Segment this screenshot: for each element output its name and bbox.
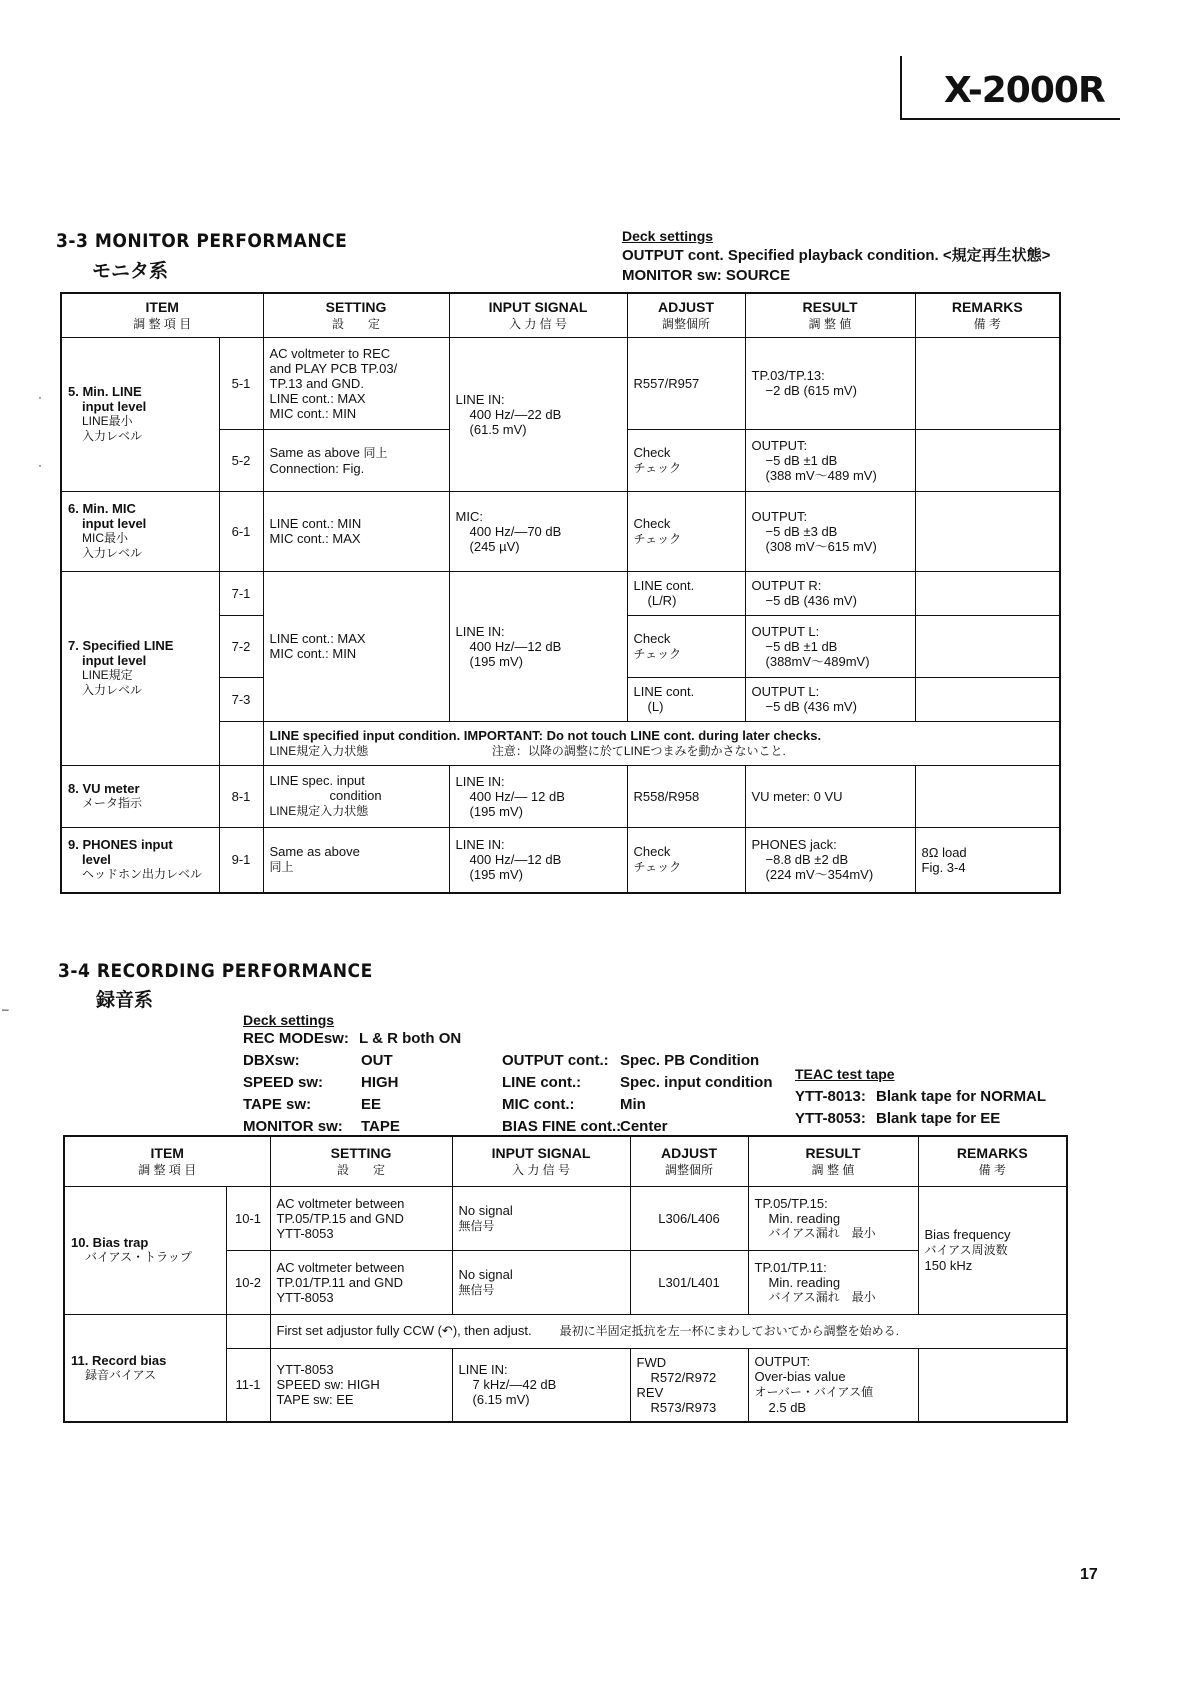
item-7: 7. Specified LINE input level LINE規定 入力レベル (61, 571, 219, 765)
monitor-section-subtitle: モニタ系 (92, 260, 169, 282)
item-11: 11. Record bias 録音バイアス (64, 1314, 226, 1422)
margin-mark: · (38, 390, 42, 404)
remarks-8-1 (915, 765, 1060, 827)
setting-6-1: LINE cont.: MIN MIC cont.: MAX (263, 491, 449, 571)
remarks-7-3 (915, 677, 1060, 721)
page-number: 17 (1080, 1566, 1098, 1583)
col-remarks: REMARKS 備 考 (915, 293, 1060, 337)
step-7-note (219, 721, 263, 765)
setting-5-2: Same as above 同上 Connection: Fig. (263, 429, 449, 491)
teac-tape-1: YTT-8013: Blank tape for NORMAL (795, 1088, 1047, 1105)
rec-setting-rec-mode: REC MODEsw: L & R both ON (243, 1030, 462, 1047)
item-6: 6. Min. MIC input level MIC最小 入力レベル (61, 491, 219, 571)
setting-9-1: Same as above 同上 (263, 827, 449, 893)
result-8-1: VU meter: 0 VU (745, 765, 915, 827)
remarks-10: Bias frequency バイアス周波数 150 kHz (918, 1186, 1067, 1314)
remarks-5-2 (915, 429, 1060, 491)
deck-settings-heading: Deck settings (622, 228, 714, 244)
input-7: LINE IN: 400 Hz/—12 dB (195 mV) (449, 571, 627, 721)
col-item: ITEM 調 整 項 目 (61, 293, 263, 337)
table-row (61, 765, 1060, 827)
remarks-7-2 (915, 615, 1060, 677)
note-11: First set adjustor fully CCW (↶), then adjust. 最初に半固定抵抗を左一杯にまわしておいてから調整を始める. (270, 1314, 1067, 1348)
result-6-1: OUTPUT: −5 dB ±3 dB (308 mV〜615 mV) (745, 491, 915, 571)
deck-setting-monitor: MONITOR sw: SOURCE (622, 267, 791, 284)
input-6: MIC: 400 Hz/—70 dB (245 µV) (449, 491, 627, 571)
step-11-note (226, 1314, 270, 1348)
monitor-section-title: 3-3 MONITOR PERFORMANCE (56, 230, 348, 252)
remarks-6-1 (915, 491, 1060, 571)
rec-setting-output: OUTPUT cont.: Spec. PB Condition (502, 1052, 760, 1069)
recording-section-title: 3-4 RECORDING PERFORMANCE (58, 960, 373, 982)
col-adjust: ADJUST 調整個所 (627, 293, 745, 337)
adjust-7-3: LINE cont. (L) (627, 677, 745, 721)
adjust-10-2: L301/L401 (630, 1250, 748, 1314)
item-8: 8. VU meter メータ指示 (61, 765, 219, 827)
col-result: RESULT 調 整 値 (745, 293, 915, 337)
step-7-3: 7-3 (219, 677, 263, 721)
rec-setting-dbx: DBXsw: OUT (243, 1052, 393, 1069)
rec-setting-mic: MIC cont.: Min (502, 1096, 646, 1113)
rec-setting-tape: TAPE sw: EE (243, 1096, 382, 1113)
result-10-1: TP.05/TP.15: Min. reading バイアス漏れ 最小 (748, 1186, 918, 1250)
item-10: 10. Bias trap バイアス・トラップ (64, 1186, 226, 1314)
result-11-1: OUTPUT: Over-bias value オーバー・バイアス値 2.5 dB (748, 1348, 918, 1422)
margin-mark: – (2, 1002, 9, 1016)
note-7: LINE specified input condition. IMPORTANT: Do not touch LINE cont. during later checks. LINE規定入力状態 注意：以降の調整に於てLINEつまみを動かさないこと. (263, 721, 1060, 765)
step-7-2: 7-2 (219, 615, 263, 677)
result-7-1: OUTPUT R: −5 dB (436 mV) (745, 571, 915, 615)
rec-col-item: ITEM 調 整 項 目 (64, 1136, 270, 1186)
input-11-1: LINE IN: 7 kHz/—42 dB (6.15 mV) (452, 1348, 630, 1422)
rec-col-result: RESULT 調 整 値 (748, 1136, 918, 1186)
setting-8-1: LINE spec. input condition LINE規定入力状態 (263, 765, 449, 827)
recording-table (63, 1135, 1068, 1423)
rec-setting-monitor: MONITOR sw: TAPE (243, 1118, 400, 1135)
adjust-6-1: Check チェック (627, 491, 745, 571)
col-setting: SETTING 設 定 (263, 293, 449, 337)
adjust-7-1: LINE cont. (L/R) (627, 571, 745, 615)
setting-11-1: YTT-8053 SPEED sw: HIGH TAPE sw: EE (270, 1348, 452, 1422)
step-5-1: 5-1 (219, 337, 263, 429)
monitor-table (60, 292, 1061, 894)
adjust-7-2: Check チェック (627, 615, 745, 677)
rec-setting-speed: SPEED sw: HIGH (243, 1074, 399, 1091)
result-5-2: OUTPUT: −5 dB ±1 dB (388 mV〜489 mV) (745, 429, 915, 491)
rec-setting-bias: BIAS FINE cont.:Center (502, 1118, 668, 1135)
result-7-2: OUTPUT L: −5 dB ±1 dB (388mV〜489mV) (745, 615, 915, 677)
result-10-2: TP.01/TP.11: Min. reading バイアス漏れ 最小 (748, 1250, 918, 1314)
teac-tape-2: YTT-8053: Blank tape for EE (795, 1110, 1001, 1127)
adjust-8-1: R558/R958 (627, 765, 745, 827)
adjust-5-1: R557/R957 (627, 337, 745, 429)
table-row (61, 571, 1060, 615)
table-row (61, 337, 1060, 429)
rec-col-setting: SETTING 設 定 (270, 1136, 452, 1186)
teac-test-tape-heading: TEAC test tape (795, 1066, 895, 1082)
recording-section-subtitle: 録音系 (96, 989, 154, 1011)
adjust-5-2: Check チェック (627, 429, 745, 491)
input-10-2: No signal 無信号 (452, 1250, 630, 1314)
step-7-1: 7-1 (219, 571, 263, 615)
step-10-1: 10-1 (226, 1186, 270, 1250)
table-header-row (64, 1136, 1067, 1186)
step-6-1: 6-1 (219, 491, 263, 571)
input-5: LINE IN: 400 Hz/—22 dB (61.5 mV) (449, 337, 627, 491)
table-header-row (61, 293, 1060, 337)
monitor-deck-settings (622, 226, 1050, 286)
rec-col-input-signal: INPUT SIGNAL 入 力 信 号 (452, 1136, 630, 1186)
remarks-9-1: 8Ω load Fig. 3-4 (915, 827, 1060, 893)
item-9: 9. PHONES input level ヘッドホン出力レベル (61, 827, 219, 893)
setting-5-1: AC voltmeter to REC and PLAY PCB TP.03/ TP.13 and GND. LINE cont.: MAX MIC cont.: MIN (263, 337, 449, 429)
margin-mark: · (38, 458, 42, 472)
input-8: LINE IN: 400 Hz/— 12 dB (195 mV) (449, 765, 627, 827)
remarks-11-1 (918, 1348, 1067, 1422)
step-10-2: 10-2 (226, 1250, 270, 1314)
item-5: 5. Min. LINE input level LINE最小 入力レベル (61, 337, 219, 491)
deck-setting-output: OUTPUT cont. Specified playback condition. <規定再生状態> (622, 247, 1051, 264)
remarks-7-1 (915, 571, 1060, 615)
result-9-1: PHONES jack: −8.8 dB ±2 dB (224 mV〜354mV) (745, 827, 915, 893)
result-7-3: OUTPUT L: −5 dB (436 mV) (745, 677, 915, 721)
step-5-2: 5-2 (219, 429, 263, 491)
table-row (64, 1186, 1067, 1250)
setting-10-2: AC voltmeter between TP.01/TP.11 and GND YTT-8053 (270, 1250, 452, 1314)
step-9-1: 9-1 (219, 827, 263, 893)
rec-col-adjust: ADJUST 調整個所 (630, 1136, 748, 1186)
rec-setting-line: LINE cont.: Spec. input condition (502, 1074, 773, 1091)
remarks-5-1 (915, 337, 1060, 429)
table-row (61, 491, 1060, 571)
col-input-signal: INPUT SIGNAL 入 力 信 号 (449, 293, 627, 337)
model-number: X-2000R (944, 70, 1105, 111)
adjust-9-1: Check チェック (627, 827, 745, 893)
input-10-1: No signal 無信号 (452, 1186, 630, 1250)
rec-col-remarks: REMARKS 備 考 (918, 1136, 1067, 1186)
table-row (61, 827, 1060, 893)
result-5-1: TP.03/TP.13: −2 dB (615 mV) (745, 337, 915, 429)
adjust-11-1: FWD R572/R972 REV R573/R973 (630, 1348, 748, 1422)
setting-7: LINE cont.: MAX MIC cont.: MIN (263, 571, 449, 721)
setting-10-1: AC voltmeter between TP.05/TP.15 and GND YTT-8053 (270, 1186, 452, 1250)
input-9: LINE IN: 400 Hz/—12 dB (195 mV) (449, 827, 627, 893)
adjust-10-1: L306/L406 (630, 1186, 748, 1250)
step-11-1: 11-1 (226, 1348, 270, 1422)
step-8-1: 8-1 (219, 765, 263, 827)
rec-deck-settings-heading: Deck settings (243, 1012, 335, 1028)
table-row (64, 1314, 1067, 1348)
